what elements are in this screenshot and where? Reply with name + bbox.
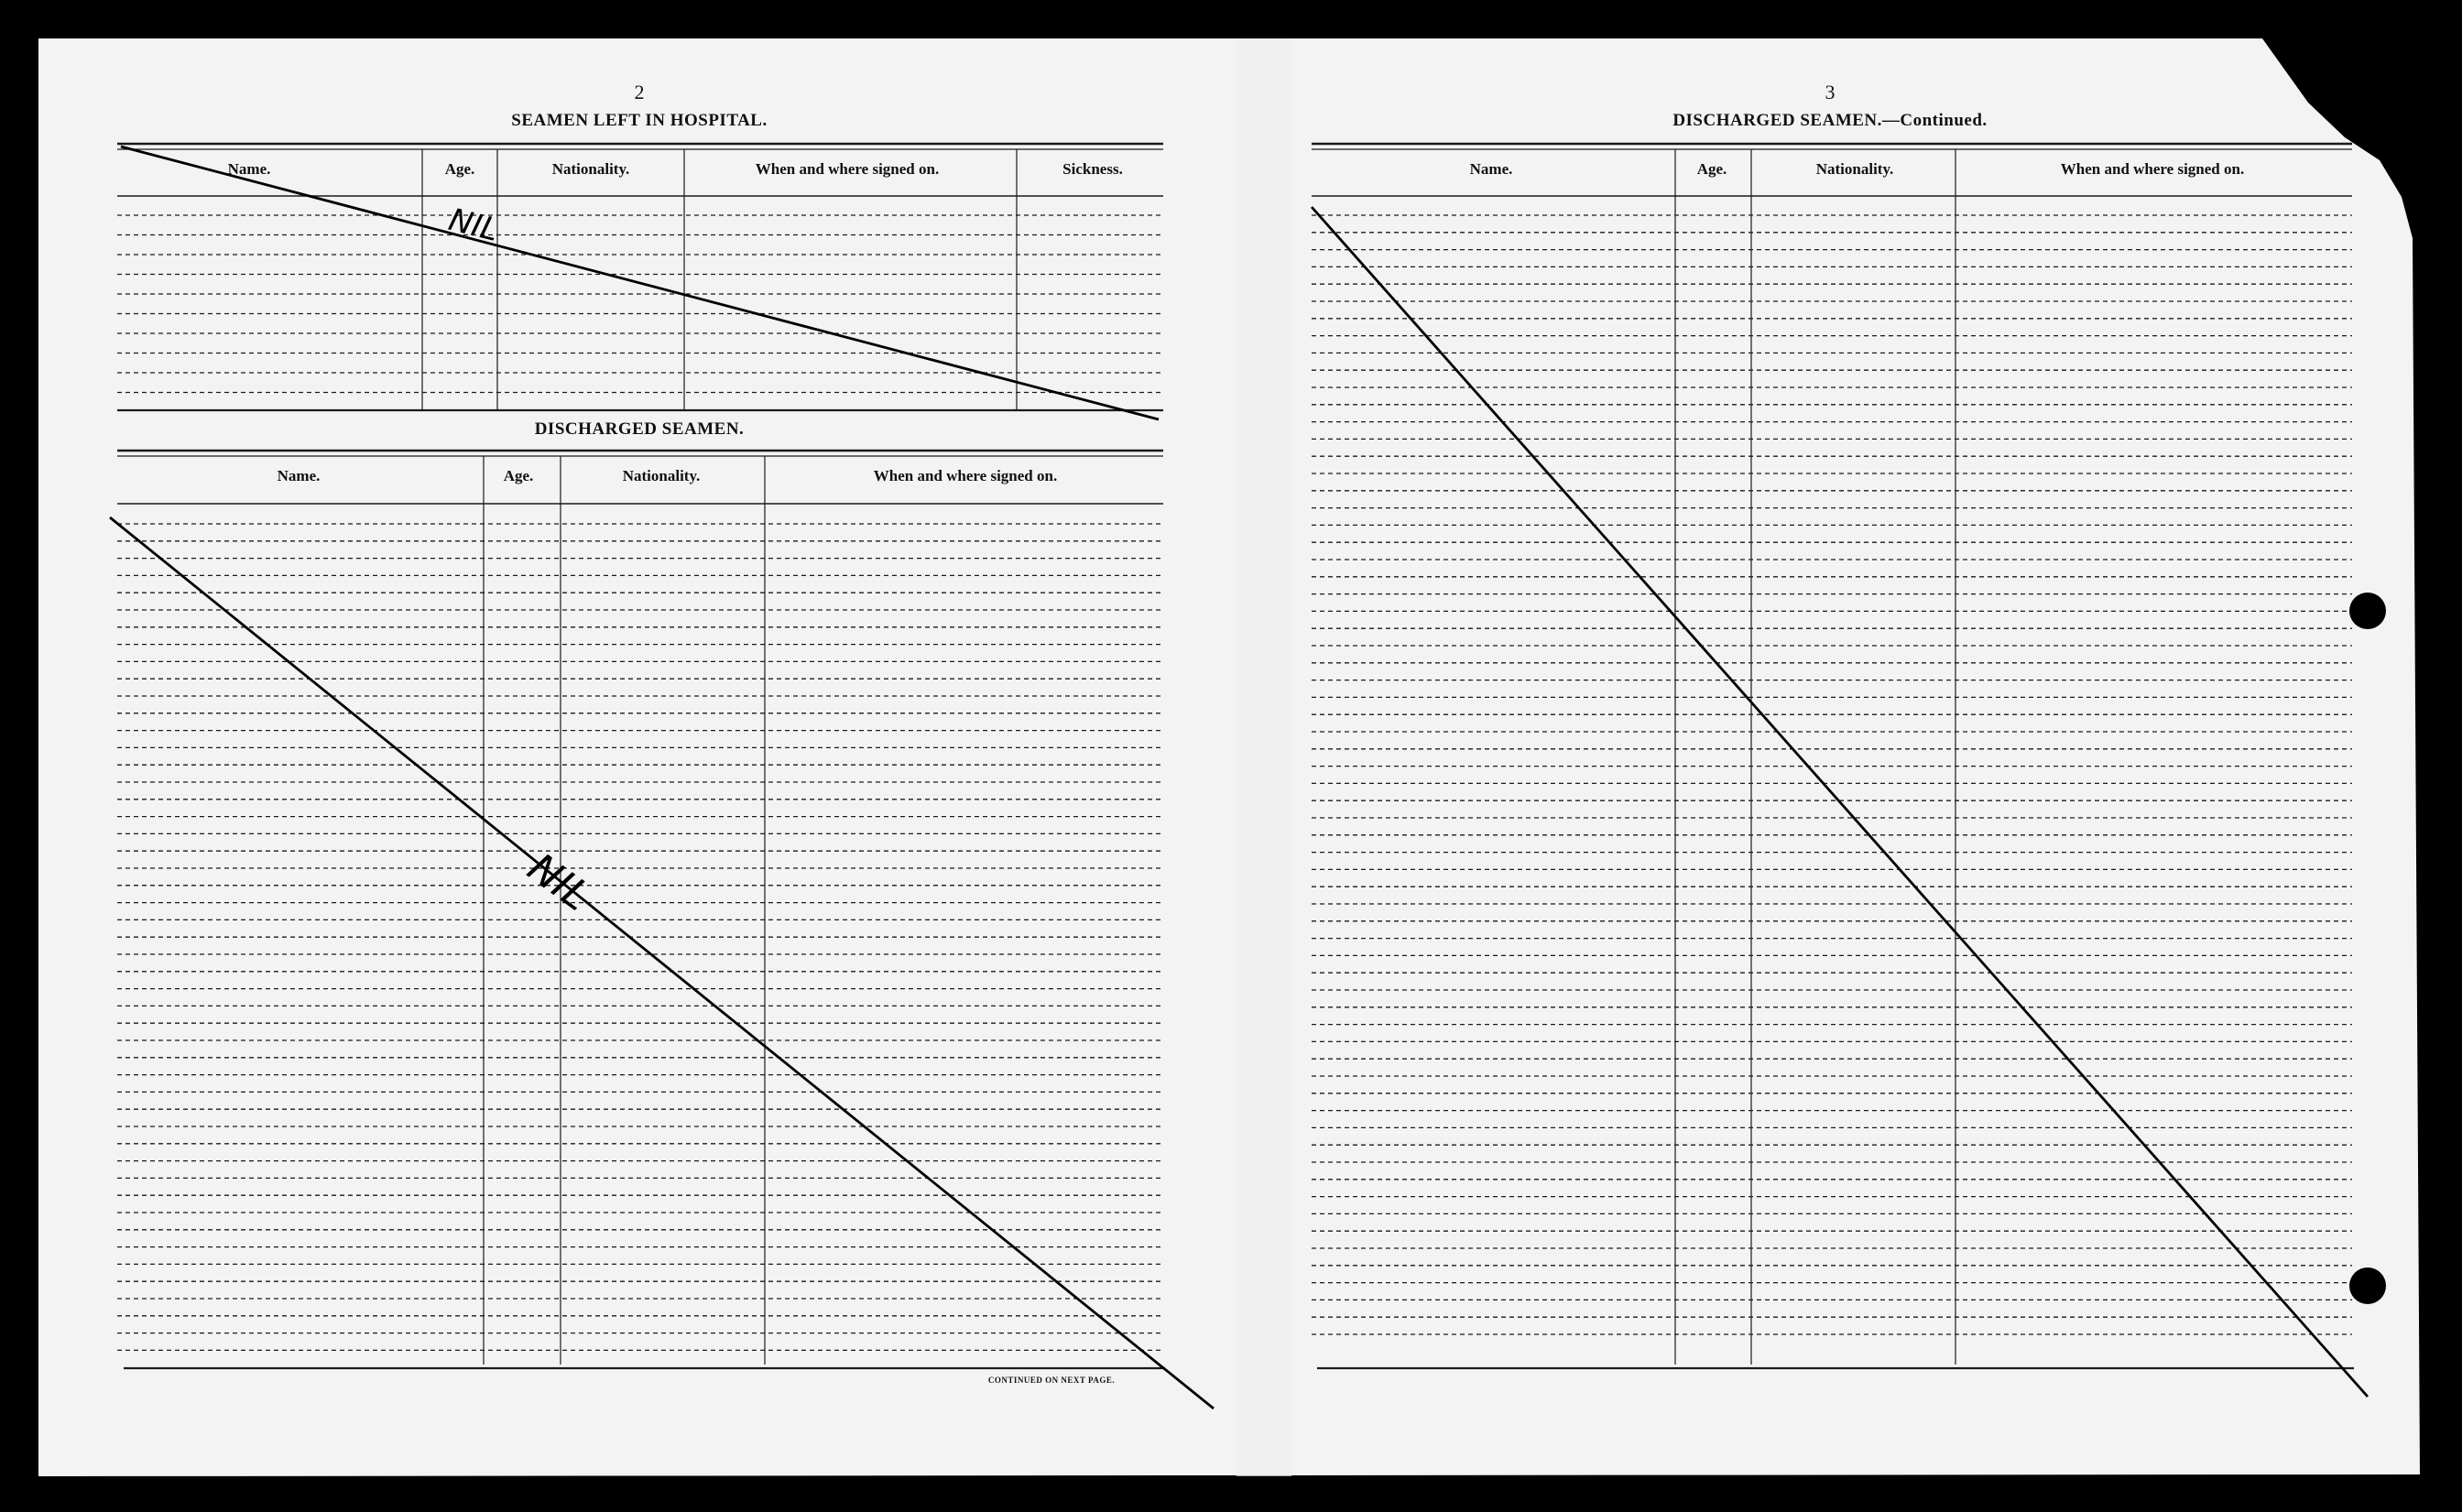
- continued-col-signed-on: When and where signed on.: [2060, 160, 2245, 178]
- discharged-col-age: Age.: [503, 467, 534, 484]
- hospital-col-age: Age.: [444, 160, 475, 178]
- continued-col-name: Name.: [1469, 160, 1513, 178]
- hospital-col-sickness: Sickness.: [1062, 160, 1123, 178]
- hospital-nil-entry: NIL: [444, 201, 503, 249]
- discharged-nil-entry: NIL: [518, 844, 599, 920]
- left-page-number: 2: [634, 81, 645, 103]
- right-page-number: 3: [1825, 81, 1836, 103]
- discharged-col-signed-on: When and where signed on.: [873, 467, 1058, 484]
- discharged-col-name: Name.: [277, 467, 321, 484]
- hospital-section-title: SEAMEN LEFT IN HOSPITAL.: [511, 111, 768, 130]
- continued-col-nationality: Nationality.: [1815, 160, 1894, 178]
- hospital-col-nationality: Nationality.: [551, 160, 630, 178]
- discharged-continued-title: DISCHARGED SEAMEN.—Continued.: [1672, 111, 1988, 130]
- discharged-col-nationality: Nationality.: [622, 467, 701, 484]
- hospital-col-signed-on: When and where signed on.: [755, 160, 940, 178]
- continued-footer: CONTINUED ON NEXT PAGE.: [987, 1376, 1116, 1385]
- discharged-section-title: DISCHARGED SEAMEN.: [534, 419, 745, 439]
- continued-col-age: Age.: [1696, 160, 1727, 178]
- hospital-col-name: Name.: [227, 160, 271, 178]
